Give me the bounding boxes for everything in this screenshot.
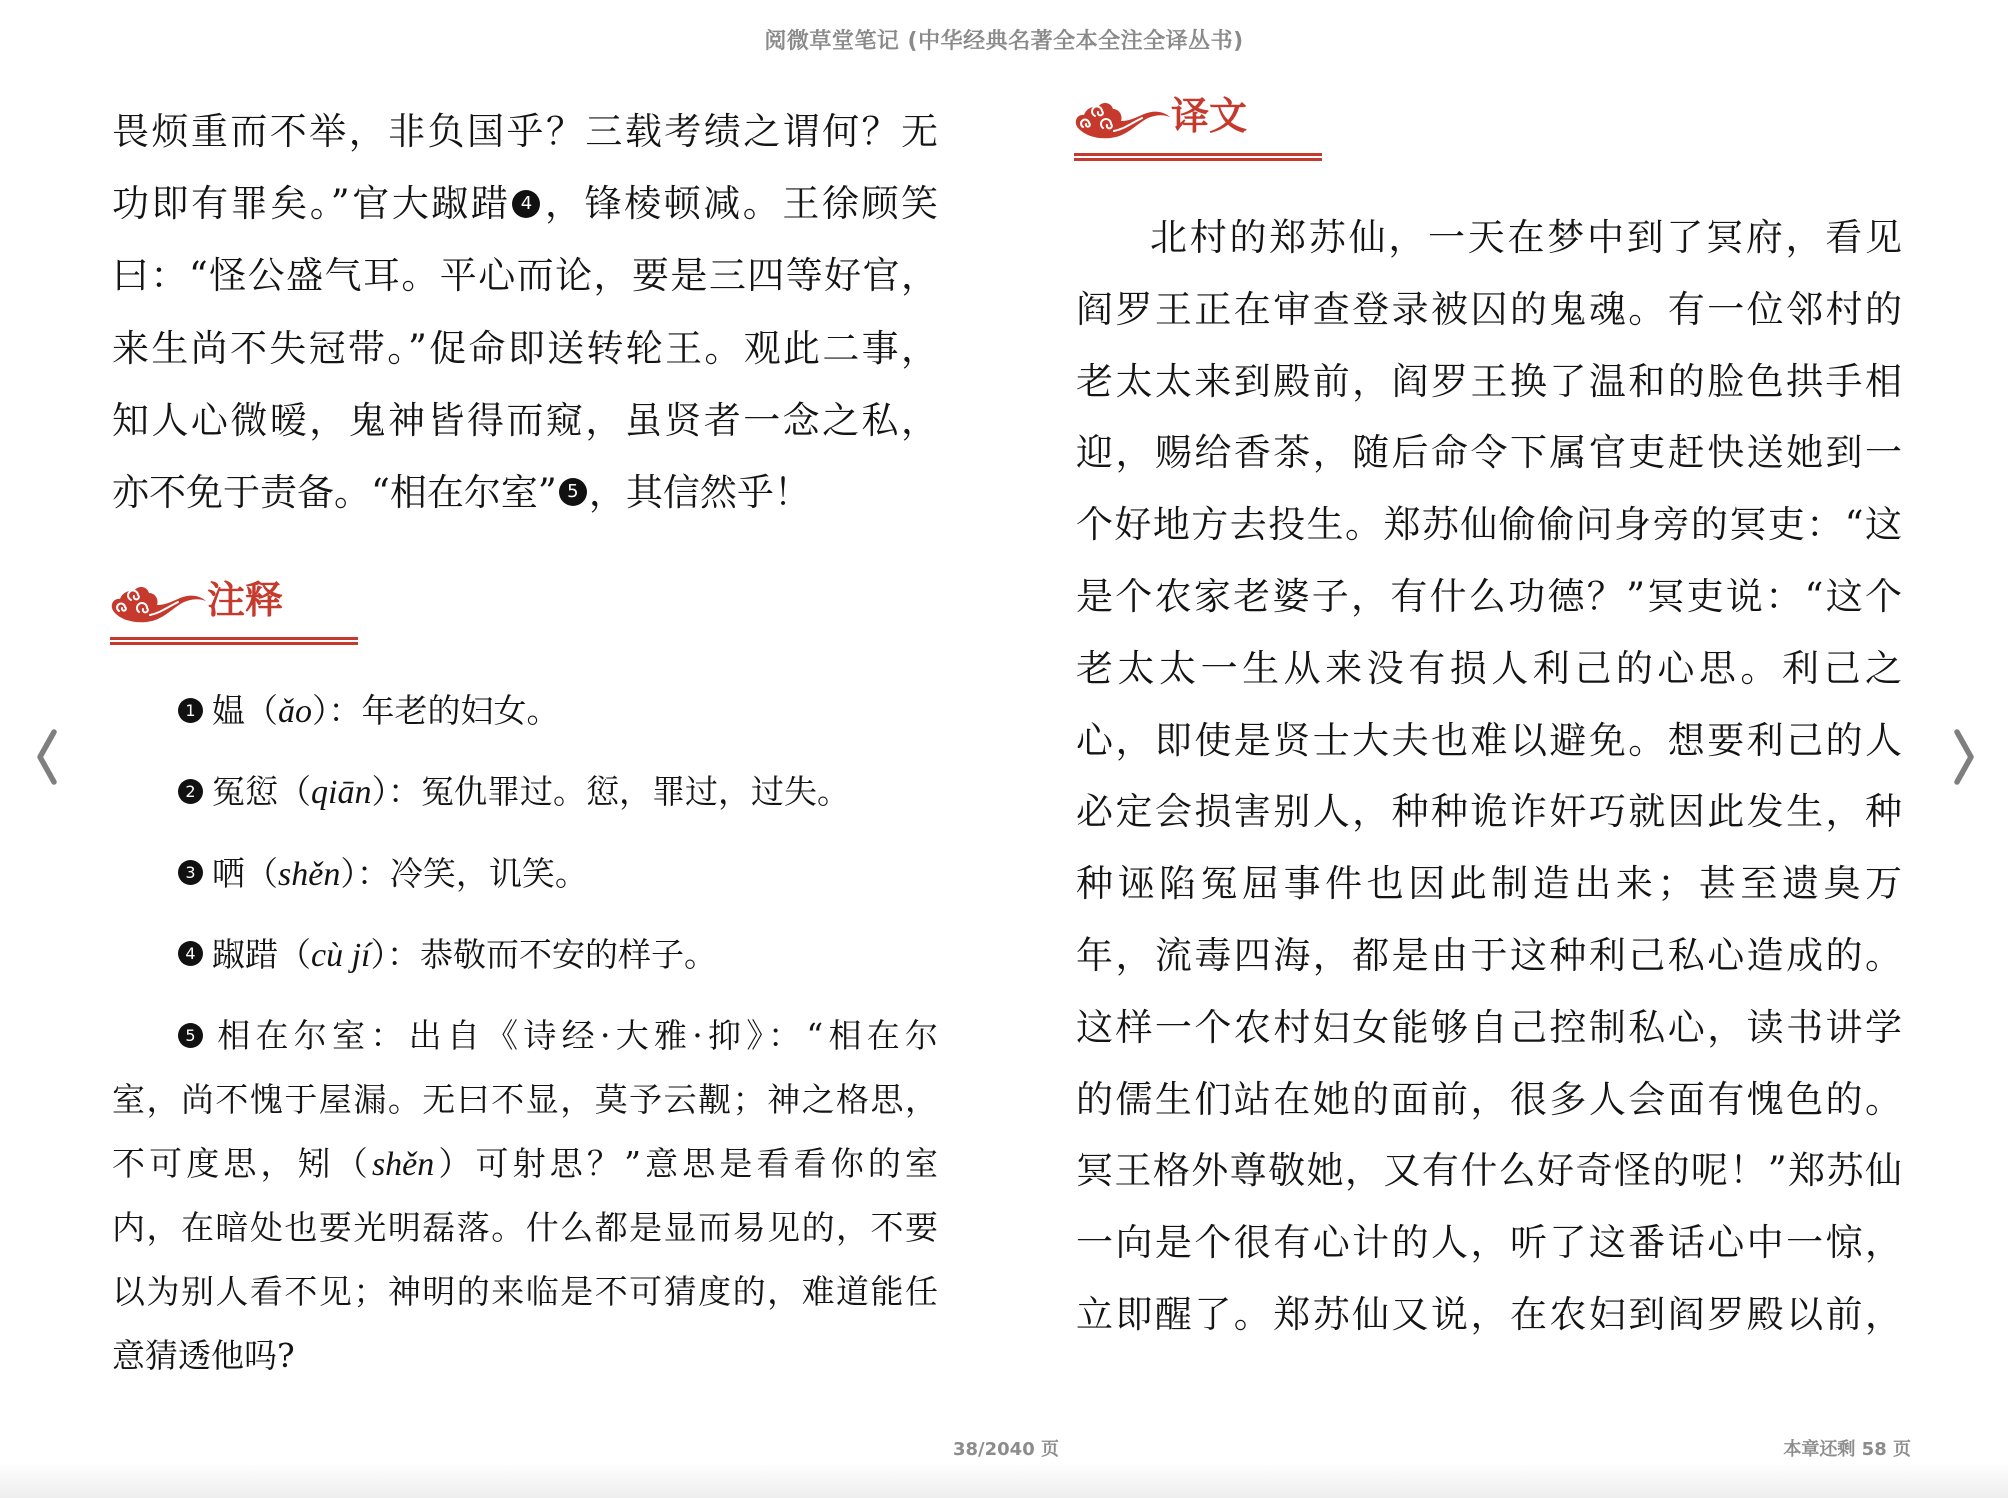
- text-segment: ）可射思？”意思是看看你的室: [434, 1144, 939, 1184]
- note-pinyin: cù jí: [311, 936, 371, 974]
- notes-section-heading: [110, 577, 358, 648]
- text-line: [112, 457, 938, 529]
- text-line: 年，流毒四海，都是由于这种利己私心造成的。: [1076, 933, 1902, 977]
- text-line: 种诬陷冤屈事件也因此制造出来；甚至遗臭万: [1076, 862, 1902, 906]
- note-marker-2: 2: [178, 779, 203, 804]
- text-line: 必定会损害别人，种种诡诈奸巧就因此发生，种: [1076, 790, 1902, 834]
- text-line: 北村的郑苏仙，一天在梦中到了冥府，看见: [1150, 216, 1902, 259]
- text-line: 这样一个农村妇女能够自己控制私心，读书讲学: [1076, 1005, 1902, 1049]
- note-pinyin: ǎo: [278, 693, 312, 730]
- text-line: 来生尚不失冠带。”促命即送转轮王。观此二事，: [112, 326, 938, 370]
- text-segment: ，其信然乎！: [588, 470, 811, 514]
- note-item-2: [112, 760, 938, 824]
- text-line: 立即醒了。郑苏仙又说，在农妇到阎罗殿以前，: [1076, 1292, 1902, 1336]
- text-line: 畏烦重而不举，非负国乎？三载考绩之谓何？无: [112, 110, 938, 153]
- text-line: [112, 842, 938, 906]
- notes-list: [112, 679, 938, 1405]
- text-line: [112, 679, 938, 743]
- note-definition: ）：恭敬而不安的样子。: [370, 934, 717, 974]
- text-line: [112, 1132, 938, 1196]
- cloud-ornament-icon: [1074, 99, 1170, 139]
- text-segment: 不可度思，矧（: [112, 1144, 372, 1184]
- text-line: [112, 1004, 938, 1068]
- note-item-5: [112, 1004, 938, 1388]
- text-line: [112, 923, 938, 987]
- footnote-marker-4[interactable]: 4: [512, 190, 540, 218]
- heading-rule: [1074, 158, 1322, 161]
- translation-section-heading: [1074, 93, 1322, 164]
- note-item-4: [112, 923, 938, 987]
- heading-rule: [1074, 153, 1322, 156]
- text-line: 内，在暗处也要光明磊落。什么都是显而易见的，不要: [112, 1208, 938, 1248]
- cloud-ornament-icon: [110, 583, 206, 623]
- note-marker-5: 5: [178, 1023, 203, 1048]
- note-term: 踧踖（: [212, 934, 311, 974]
- next-page-button[interactable]: [1945, 720, 1985, 795]
- book-title: 阅微草堂笔记 (中华经典名著全本全注全译丛书): [764, 29, 1244, 54]
- text-line: 阎罗王正在审查登录被囚的鬼魂。有一位邻村的: [1076, 287, 1902, 331]
- note-definition: ）：冷笑，讥笑。: [340, 853, 588, 893]
- text-line: 知人心微暧，鬼神皆得而窥，虽贤者一念之私，: [112, 398, 938, 442]
- note-pinyin: shěn: [371, 1146, 435, 1184]
- chevron-left-icon: [30, 720, 70, 795]
- text-line: [112, 760, 938, 824]
- text-line: 以为别人看不见；神明的来临是不可猜度的，难道能任: [112, 1272, 938, 1312]
- previous-page-button[interactable]: [30, 720, 70, 795]
- notes-heading-title: 注释: [207, 577, 284, 622]
- note-pinyin: shěn: [278, 855, 341, 893]
- text-line: 个好地方去投生。郑苏仙偷偷问身旁的冥吏：“这: [1076, 503, 1902, 547]
- note-pinyin: qiān: [311, 774, 372, 812]
- note-marker-1: 1: [178, 698, 203, 723]
- note-item-1: [112, 679, 938, 743]
- note-term: 冤愆（: [212, 772, 311, 812]
- text-line: [112, 168, 938, 240]
- text-segment: ，锋棱顿减。王徐顾笑: [542, 182, 938, 226]
- right-page-column: [1076, 0, 1902, 1498]
- heading-rule: [110, 637, 358, 640]
- text-line: 迎，赐给香茶，随后命令下属官吏赶快送她到一: [1076, 431, 1902, 475]
- text-line: 意猜透他吗?: [112, 1336, 295, 1376]
- text-line: 冥王格外尊敬她，又有什么好奇怪的呢！”郑苏仙: [1076, 1149, 1902, 1193]
- note-definition: ）：冤仇罪过。愆，罪过，过失。: [371, 772, 850, 812]
- text-line: 的儒生们站在她的面前，很多人会面有愧色的。: [1076, 1077, 1902, 1121]
- note-item-3: [112, 842, 938, 906]
- text-segment: 相在尔室：出自《诗经·大雅·抑》：“相在尔: [212, 1016, 938, 1056]
- note-marker-4: 4: [178, 941, 203, 966]
- original-text: [112, 96, 938, 529]
- text-segment: 亦不免于责备。“相在尔室”: [112, 470, 557, 514]
- text-line: 一向是个很有心计的人，听了这番话心中一惊，: [1076, 1221, 1902, 1265]
- bottom-fade: [0, 1462, 2008, 1498]
- heading-rule: [110, 642, 358, 645]
- text-line: 曰：“怪公盛气耳。平心而论，要是三四等好官，: [112, 254, 938, 298]
- text-line: 老太太一生从来没有损人利己的心思。利己之: [1076, 646, 1902, 690]
- page-indicator: 38/2040 页: [953, 1439, 1059, 1460]
- left-page-column: [112, 0, 938, 1498]
- translation-heading-title: 译文: [1171, 93, 1248, 138]
- chevron-right-icon: [1945, 720, 1985, 795]
- footnote-marker-5[interactable]: 5: [559, 478, 587, 506]
- translation-text: [1076, 202, 1902, 1351]
- note-term: 媪（: [212, 691, 278, 730]
- text-line: 心，即使是贤士大夫也难以避免。想要利己的人: [1076, 718, 1902, 762]
- note-definition: ）：年老的妇女。: [312, 691, 560, 730]
- chapter-pages-remaining: 本章还剩 58 页: [1783, 1439, 1911, 1460]
- note-marker-3: 3: [178, 860, 203, 885]
- text-line: 室，尚不愧于屋漏。无曰不显，莫予云觏；神之格思，: [112, 1080, 938, 1120]
- text-segment: 功即有罪矣。”官大踧踖: [112, 182, 511, 226]
- note-term: 哂（: [212, 853, 278, 893]
- text-line: 是个农家老婆子，有什么功德？”冥吏说：“这个: [1076, 574, 1902, 618]
- text-line: 老太太来到殿前，阎罗王换了温和的脸色拱手相: [1076, 359, 1902, 403]
